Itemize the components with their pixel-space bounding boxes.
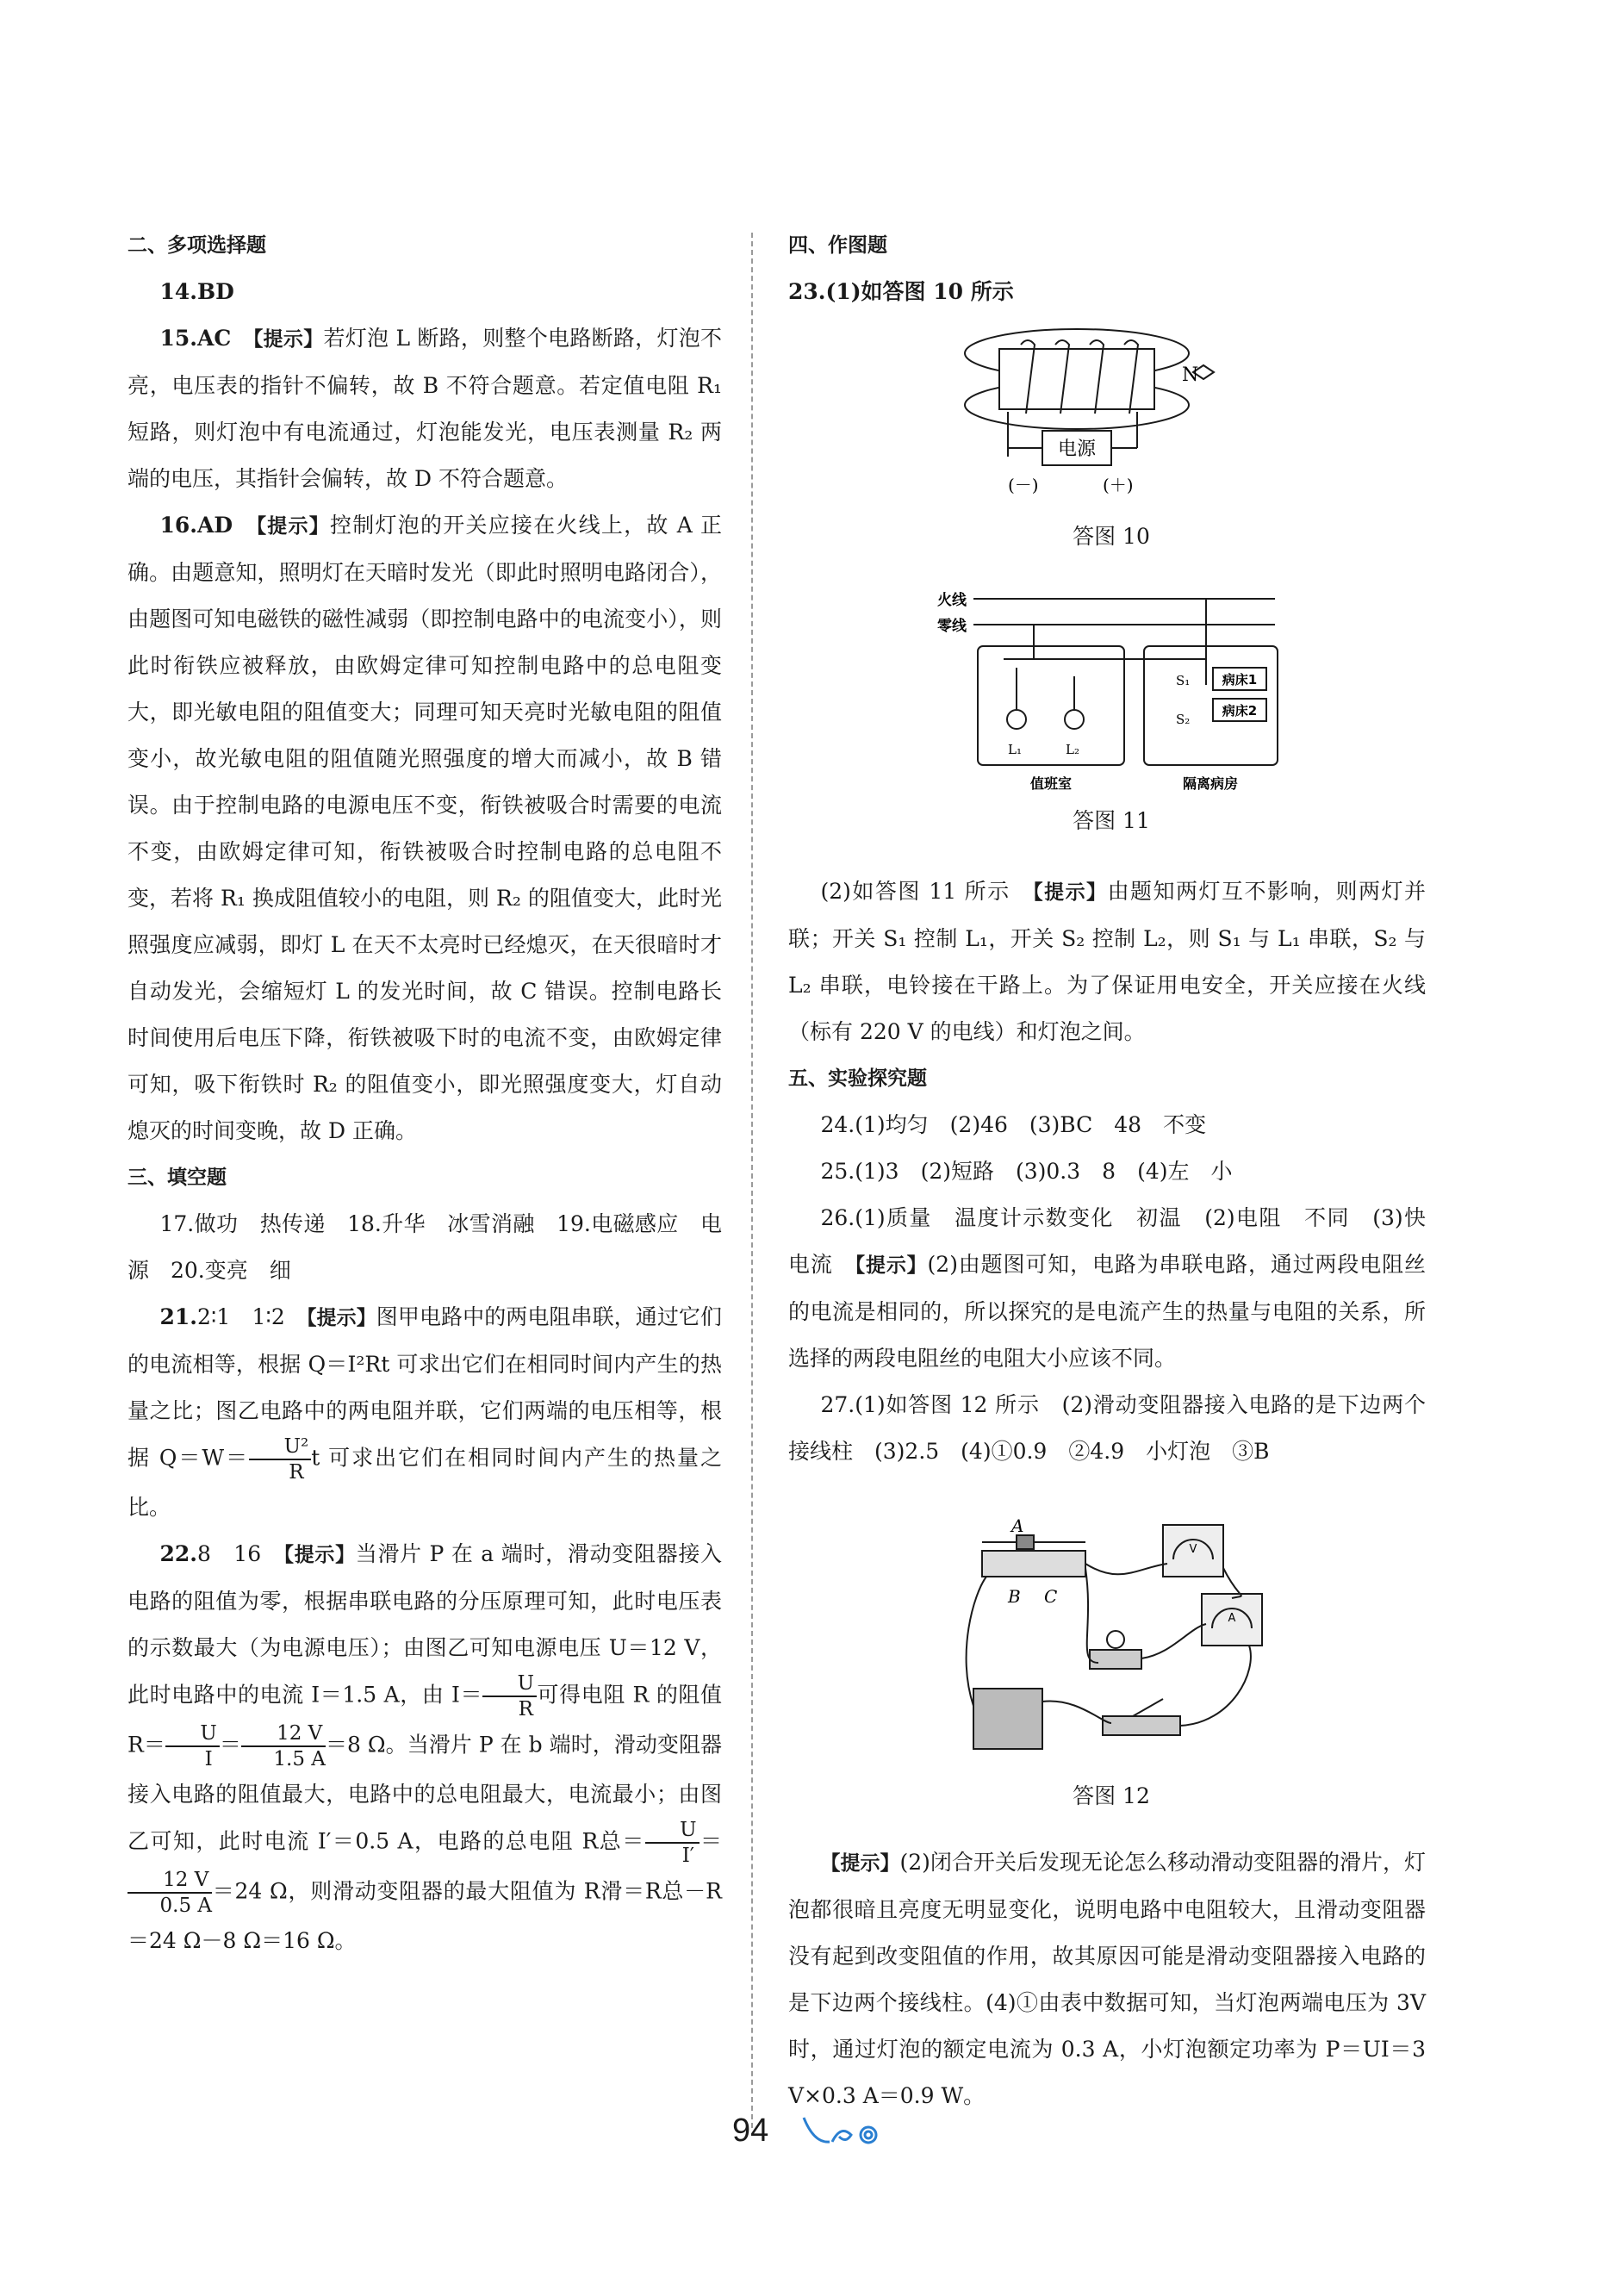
fraction-u2-over-r: $\frac{\text{U²}}{R}$	[249, 1434, 311, 1484]
answer-24: 24.(1)均匀 (2)46 (3)BC 48 不变	[820, 1112, 1207, 1137]
north-pole-label: N	[1182, 364, 1199, 386]
column-divider	[751, 233, 753, 2128]
answer-14: 14.BD	[159, 279, 234, 304]
lamp-experiment-apparatus	[948, 1516, 1309, 1766]
answer-21: 21.2∶1 1∶2 【提示】图甲电路中的两电阻串联，通过它们的电流相等，根据 Q＝I²Rt 可求出它们在相同时间内产生的热量之比；图乙电路中的两电阻并联，它们两端的电压相等，根据 Q＝W＝ $\frac{\text{U²}}{R}$ t 可求出它们在相同时间内产生的热量之比。	[127, 1304, 722, 1520]
answer-23-part1: 23.(1)如答图 10 所示	[788, 279, 1014, 304]
figure-12-caption: 答图 12	[1073, 1783, 1150, 1808]
switch-s2-label: S₂	[1176, 712, 1191, 727]
fraction-u-over-r: $\frac{U}{R}$	[482, 1671, 537, 1721]
right-column-middle	[788, 868, 1448, 1475]
positive-terminal-label: (＋)	[1103, 475, 1134, 495]
answer-16: 16.AD 【提示】控制灯泡的开关应接在火线上，故 A 正确。由题意知，照明灯在天暗时发光（即此时照明电路闭合），由题图可知电磁铁的磁性减弱（即控制电路中的电流变小），则此时衔铁应被释放，由欧姆定律可知控制电路中的总电阻变大，即光敏电阻的阻值变大；同理可知天亮时光敏电阻的阻值变小，故光敏电阻的阻值随光照强度的增大而减小，故 B 错误。由于控制电路的电源电压不变，衔铁被吸合时需要的电流不变，由欧姆定律可知，衔铁被吸合时控制电路的总电阻不变，若将 R₁ 换成阻值较小的电阻，则 R₂ 的阻值变大，此时光照强度应减弱，即灯 L 在天不太亮时已经熄灭，在天很暗时才自动发光，会缩短灯 L 的发光时间，故 C 错误。控制电路长时间使用后电压下降，衔铁被吸下时的电流不变，由欧姆定律可知，吸下衔铁时 R₂ 的阻值变小，即光照强度变大，灯自动熄灭的时间变晚，故 D 正确。	[127, 513, 722, 1143]
fraction-12v-over-1-5a: $\frac{12 V}{1.5 A}$	[241, 1721, 326, 1771]
duty-room-label: 值班室	[1029, 775, 1073, 792]
answer-22: 22.8 16 【提示】当滑片 P 在 a 端时，滑动变阻器接入电路的阻值为零，根据串联电路的分压原理可知，此时电压表的示数最大（为电源电压）；由图乙可知电源电压 U＝12 V，此时电路中的电流 I＝1.5 A，由 I＝ $\frac{U}{R}$ 可得电阻 R 的阻值 R＝ $\frac{U}{I}$ ＝ $\frac{12 V}{1.5 A}$ ＝8 Ω。当滑片 P 在 b 端时，滑动变阻器接入电路的阻值最大，电路中的总电阻最大，电流最小；由图乙可知，此时电流 I′＝0.5 A，电路的总电阻 R总＝ $\frac{U}{I'}$ ＝ $\frac{12 V}{0.5 A}$ ＝24 Ω，则滑动变阻器的最大阻值为 R滑＝R总－R＝24 Ω－8 Ω＝16 Ω。	[127, 1541, 723, 1953]
ward-circuit-diagram	[930, 582, 1292, 797]
right-column-bottom	[788, 1839, 1426, 2119]
decorative-swirl-icon	[799, 2109, 894, 2152]
voltmeter-label: V	[1189, 1543, 1197, 1556]
ammeter-label: A	[1228, 1612, 1236, 1625]
lamp-l1-label: L₁	[1008, 742, 1022, 757]
answer-23-part2: (2)如答图 11 所示 【提示】由题知两灯互不影响，则两灯并联；开关 S₁ 控制 L₁，开关 S₂ 控制 L₂，则 S₁ 与 L₁ 串联，S₂ 与 L₂ 串联，电铃接在干路上。为了保证用电安全，开关应接在火线（标有 220 V 的电线）和灯泡之间。	[788, 879, 1426, 1044]
answer-15: 15.AC 【提示】若灯泡 L 断路，则整个电路断路，灯泡不亮，电压表的指针不偏转，故 B 不符合题意。若定值电阻 R₁ 短路，则灯泡中有电流通过，灯泡能发光，电压表测量 R₂ 两端的电压，其指针会偏转，故 D 不符合题意。	[127, 326, 722, 491]
page-number: 94	[732, 2112, 769, 2149]
power-source-label: 电源	[1057, 439, 1097, 460]
negative-terminal-label: (－)	[1008, 475, 1039, 495]
figure-10-caption: 答图 10	[1073, 524, 1150, 549]
fraction-u-over-i-prime: $\frac{U}{I'}$	[645, 1818, 700, 1868]
answer-27: 27.(1)如答图 12 所示 (2)滑动变阻器接入电路的是下边两个接线柱 (3)2.5 (4)①0.9 ②4.9 小灯泡 ③B	[788, 1392, 1426, 1464]
section-heading-multiple-choice: 二、多项选择题	[127, 234, 266, 257]
right-column-top	[788, 222, 1426, 315]
neutral-wire-label: 零线	[937, 618, 967, 635]
answer-17-20: 17.做功 热传递 18.升华 冰雪消融 19.电磁感应 电源 20.变亮 细	[127, 1211, 722, 1283]
rheostat-terminal-a-label: A	[1011, 1516, 1024, 1536]
bed-2-label: 病床2	[1222, 703, 1258, 719]
live-wire-label: 火线	[937, 592, 967, 609]
left-column	[127, 222, 722, 1964]
answer-26: 26.(1)质量 温度计示数变化 初温 (2)电阻 不同 (3)快 电流 【提示】(2)由题图可知，电路为串联电路，通过两段电阻丝的电流是相同的，所以探究的是电流产生的热量与电阻的关系，所选择的两段电阻丝的电阻大小应该不同。	[788, 1205, 1448, 1371]
rheostat-terminal-b-label: B	[1008, 1586, 1021, 1607]
section-heading-experiment: 五、实验探究题	[788, 1067, 927, 1090]
rheostat-terminal-c-label: C	[1044, 1586, 1058, 1607]
section-heading-fill-blank: 三、填空题	[127, 1167, 227, 1189]
solenoid-diagram	[956, 319, 1284, 508]
bed-1-label: 病床1	[1222, 672, 1258, 688]
figure-11-caption: 答图 11	[1073, 808, 1150, 833]
answer-25: 25.(1)3 (2)短路 (3)0.3 8 (4)左 小	[820, 1159, 1233, 1184]
section-heading-drawing: 四、作图题	[788, 234, 887, 257]
switch-s1-label: S₁	[1176, 673, 1191, 688]
lamp-l2-label: L₂	[1066, 742, 1079, 757]
fraction-u-over-i: $\frac{U}{I}$	[165, 1721, 220, 1771]
answer-27-hint: 【提示】(2)闭合开关后发现无论怎么移动滑动变阻器的滑片，灯泡都很暗且亮度无明显变化，说明电路中电阻较大，且滑动变阻器没有起到改变阻值的作用，故其原因可能是滑动变阻器接入电路的是下边两个接线柱。(4)①由表中数据可知，当灯泡两端电压为 3V 时，通过灯泡的额定电流为 0.3 A，小灯泡额定功率为 P＝UI＝3 V×0.3 A＝0.9 W。	[788, 1850, 1426, 2108]
isolation-ward-label: 隔离病房	[1182, 775, 1239, 792]
fraction-12v-over-0-5a: $\frac{12 V}{0.5 A}$	[127, 1868, 212, 1918]
